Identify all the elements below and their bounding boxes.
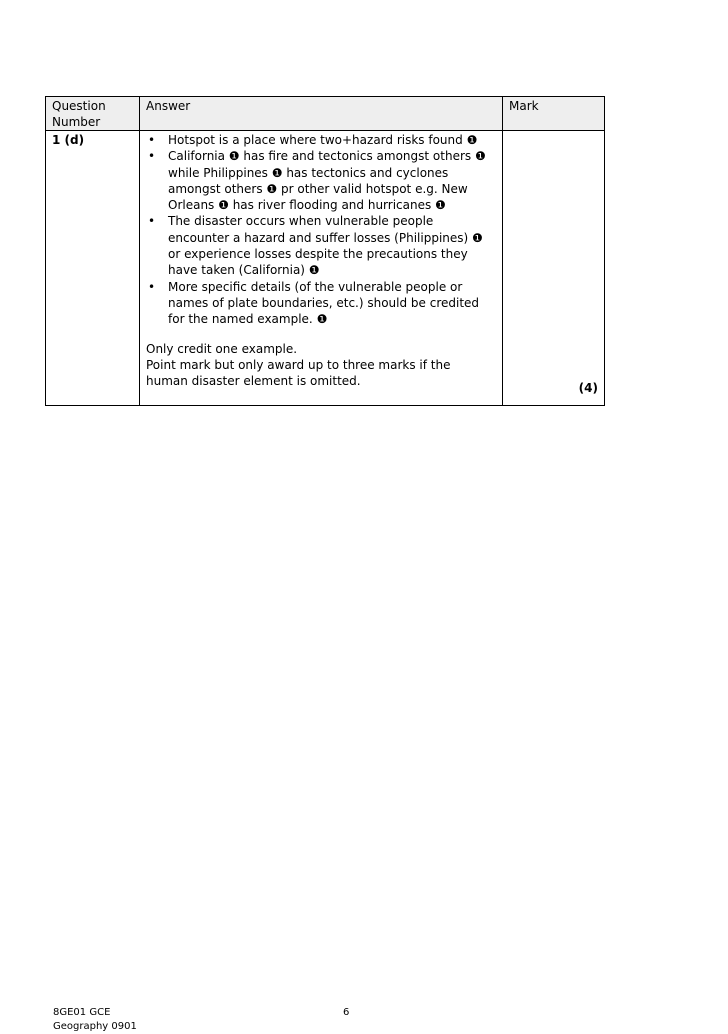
answer-bullet-text: The disaster occurs when vulnerable people encounter a hazard and suffer losses (Philippines) ❶ or experience losses despite the precautions they have taken (California) ❶ (168, 214, 483, 278)
header-answer-label: Answer (146, 99, 191, 113)
footer-paper-code: 8GE01 GCE Geography 0901 (53, 1007, 137, 1032)
table-header-row (46, 97, 605, 131)
header-answer-cell (140, 97, 503, 131)
mark-scheme-table (45, 96, 605, 406)
answer-bullet-text: California ❶ has fire and tectonics amongst others ❶ while Philippines ❶ has tectonics and cyclones amongst others ❶ pr other valid hotspot e.g. New Orleans ❶ has river flooding and hurricanes ❶ (168, 149, 486, 213)
mark-cell (503, 131, 605, 406)
list-item (146, 132, 496, 148)
list-item (146, 213, 496, 278)
bullet-icon: • (148, 149, 156, 164)
footer-page-number: 6 (343, 1007, 350, 1018)
bullet-icon: • (148, 279, 156, 294)
header-mark-label: Mark (509, 99, 539, 113)
header-question-label: Question Number (52, 99, 106, 129)
bullet-icon: • (148, 214, 156, 229)
marking-notes (146, 341, 496, 389)
header-mark-cell (503, 97, 605, 131)
question-number-cell (46, 131, 140, 406)
answer-content (140, 131, 502, 389)
answer-bullet-text: More specific details (of the vulnerable people or names of plate boundaries, etc.) should be credited for the named example. ❶ (168, 279, 480, 327)
list-item (146, 148, 496, 213)
question-number: 1 (d) (52, 133, 85, 147)
answer-cell (140, 131, 503, 406)
answer-bullet-text: Hotspot is a place where two+hazard risks found ❶ (168, 133, 478, 147)
header-question-cell (46, 97, 140, 131)
marking-note: Point mark but only award up to three marks if the human disaster element is omitted. (146, 357, 451, 388)
mark-value: (4) (578, 381, 598, 395)
table-row (46, 131, 605, 406)
list-item (146, 279, 496, 328)
answer-bullet-list (146, 132, 496, 328)
bullet-icon: • (148, 133, 156, 147)
marking-note: Only credit one example. (146, 341, 298, 356)
